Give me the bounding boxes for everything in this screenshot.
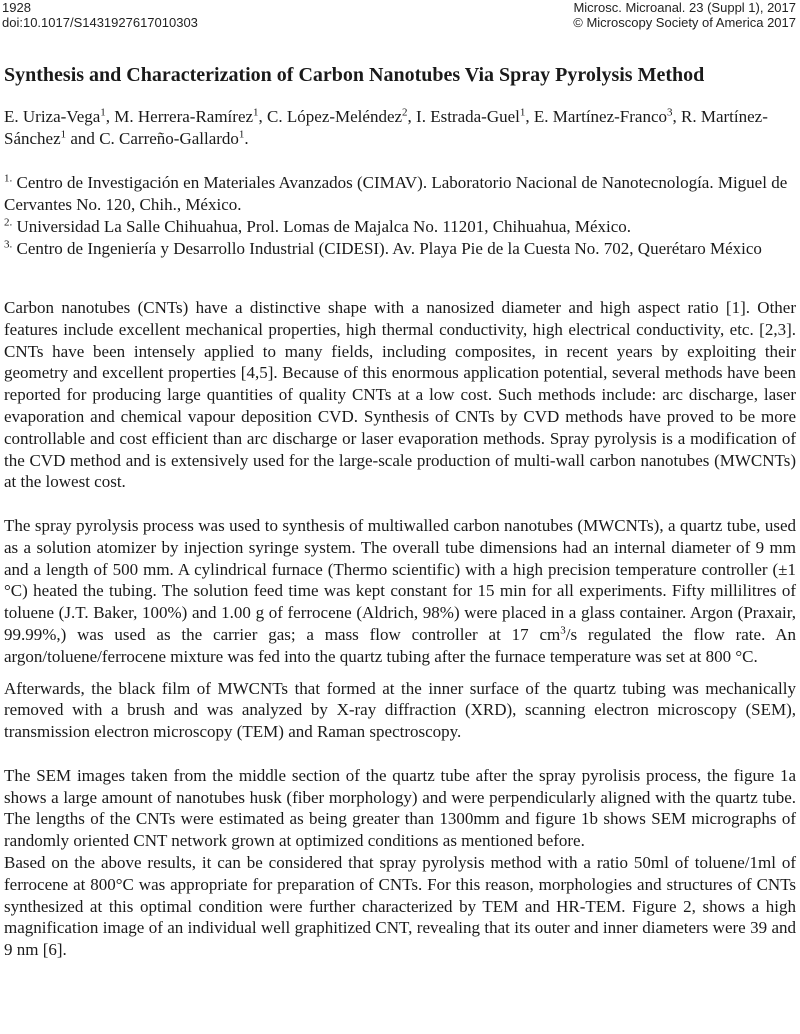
author: C. Carreño-Gallardo$^1$. [99, 128, 249, 148]
copyright: © Microscopy Society of America 2017 [573, 15, 796, 30]
author: R. Martínez-Sánchez$^1$ and [4, 107, 768, 148]
paragraph-analysis: Afterwards, the black film of MWCNTs that formed at the inner surface of the quartz tubing was mechanically removed with a brush and was analyzed by X-ray diffraction (XRD), scanning electron microscopy (SEM), transmission electron microscopy (TEM) and Raman spectroscopy. [4, 678, 796, 742]
author: C. López-Meléndez$^2$, [267, 106, 417, 126]
author: E. Martínez-Franco$^3$, [533, 106, 682, 126]
paragraph-tem-results: Based on the above results, it can be considered that spray pyrolysis method with a ratio 50ml of toluene/1ml of ferrocene at 800°C was appropriate for preparation of CNTs. For this reason, morphologies and structures of CNTs synthesized at this optimal condition were further characterized by TEM and HR-TEM. Figure 2, shows a high magnification image of an individual well graphitized CNT, revealing that its outer and inner diameters were 39 and 9 nm [6]. [4, 852, 796, 960]
page-header [0, 0, 800, 32]
author-list [4, 106, 796, 150]
header-left [2, 0, 198, 30]
affiliation-list [4, 172, 796, 260]
author: M. Herrera-Ramírez$^1$, [114, 106, 268, 126]
header-right [573, 0, 796, 30]
paragraph-introduction: Carbon nanotubes (CNTs) have a distinctive shape with a nanosized diameter and high aspect ratio [1]. Other features include excellent mechanical properties, high thermal conductivity, high electrical conductivity, etc. [2,3]. CNTs have been intensely applied to many fields, including composites, in recent years by exploiting their geometry and excellent properties [4,5]. Because of this enormous application potential, several methods have been reported for producing large quantities of quality CNTs at a low cost. Such methods include: arc discharge, laser evaporation and chemical vapour deposition CVD. Synthesis of CNTs by CVD methods have proved to be more controllable and cost efficient than arc discharge or laser evaporation methods. Spray pyrolysis is a modification of the CVD method and is extensively used for the large-scale production of multi-wall carbon nanotubes (MWCNTs) at the lowest cost. [4, 298, 796, 492]
page-number: 1928 [2, 0, 31, 15]
journal-citation: Microsc. Microanal. 23 (Suppl 1), 2017 [573, 0, 796, 15]
paragraph-method: The spray pyrolysis process was used to synthesis of multiwalled carbon nanotubes (MWCNTs), a quartz tube, used as a solution atomizer by injection syringe system. The overall tube dimensions had an internal diameter of 9 mm and a length of 500 mm. A cylindrical furnace (Thermo scientific) with a high precision temperature controller (±1 °C) heated the tubing. The solution feed time was kept constant for 15 min for all experiments. Fifty millilitres of toluene (J.T. Baker, 100%) and 1.00 g of ferrocene (Aldrich, 98%) were placed in a glass container. Argon (Praxair, 99.99%,) was used as the carrier gas; a mass flow controller at 17 $cm^3/s$ regulated the flow rate. An argon/toluene/ferrocene mixture was fed into the quartz tubing after the furnace temperature was set at 800 °C. [4, 515, 796, 666]
affiliation: $^{2.}$ Universidad La Salle Chihuahua, Prol. Lomas de Majalca No. 11201, Chihuahua, México. [4, 216, 632, 236]
author: I. Estrada-Guel$^1$, [416, 106, 534, 126]
affiliation: $^{3.}$ Centro de Ingeniería y Desarrollo Industrial (CIDESI). Av. Playa Pie de la Cuesta No. 702, Querétaro México [4, 238, 762, 258]
body-text [4, 297, 796, 961]
doi: doi:10.1017/S1431927617010303 [2, 15, 198, 30]
affiliation: $^{1.}$ Centro de Investigación en Materiales Avanzados (CIMAV). Laboratorio Nacional de Nanotecnología. Miguel de Cervantes No. 120, Chih., México. [4, 172, 788, 214]
paragraph-sem-results: The SEM images taken from the middle section of the quartz tube after the spray pyrolisis process, the figure 1a shows a large amount of nanotubes husk (fiber morphology) and were perpendicularly aligned with the quartz tube. The lengths of the CNTs were estimated as being greater than 1300mm and figure 1b shows SEM micrographs of randomly oriented CNT network grown at optimized conditions as mentioned before. [4, 765, 796, 851]
author: E. Uriza-Vega$^1$, [4, 106, 115, 126]
paper-title: Synthesis and Characterization of Carbon Nanotubes Via Spray Pyrolysis Method [4, 64, 705, 86]
